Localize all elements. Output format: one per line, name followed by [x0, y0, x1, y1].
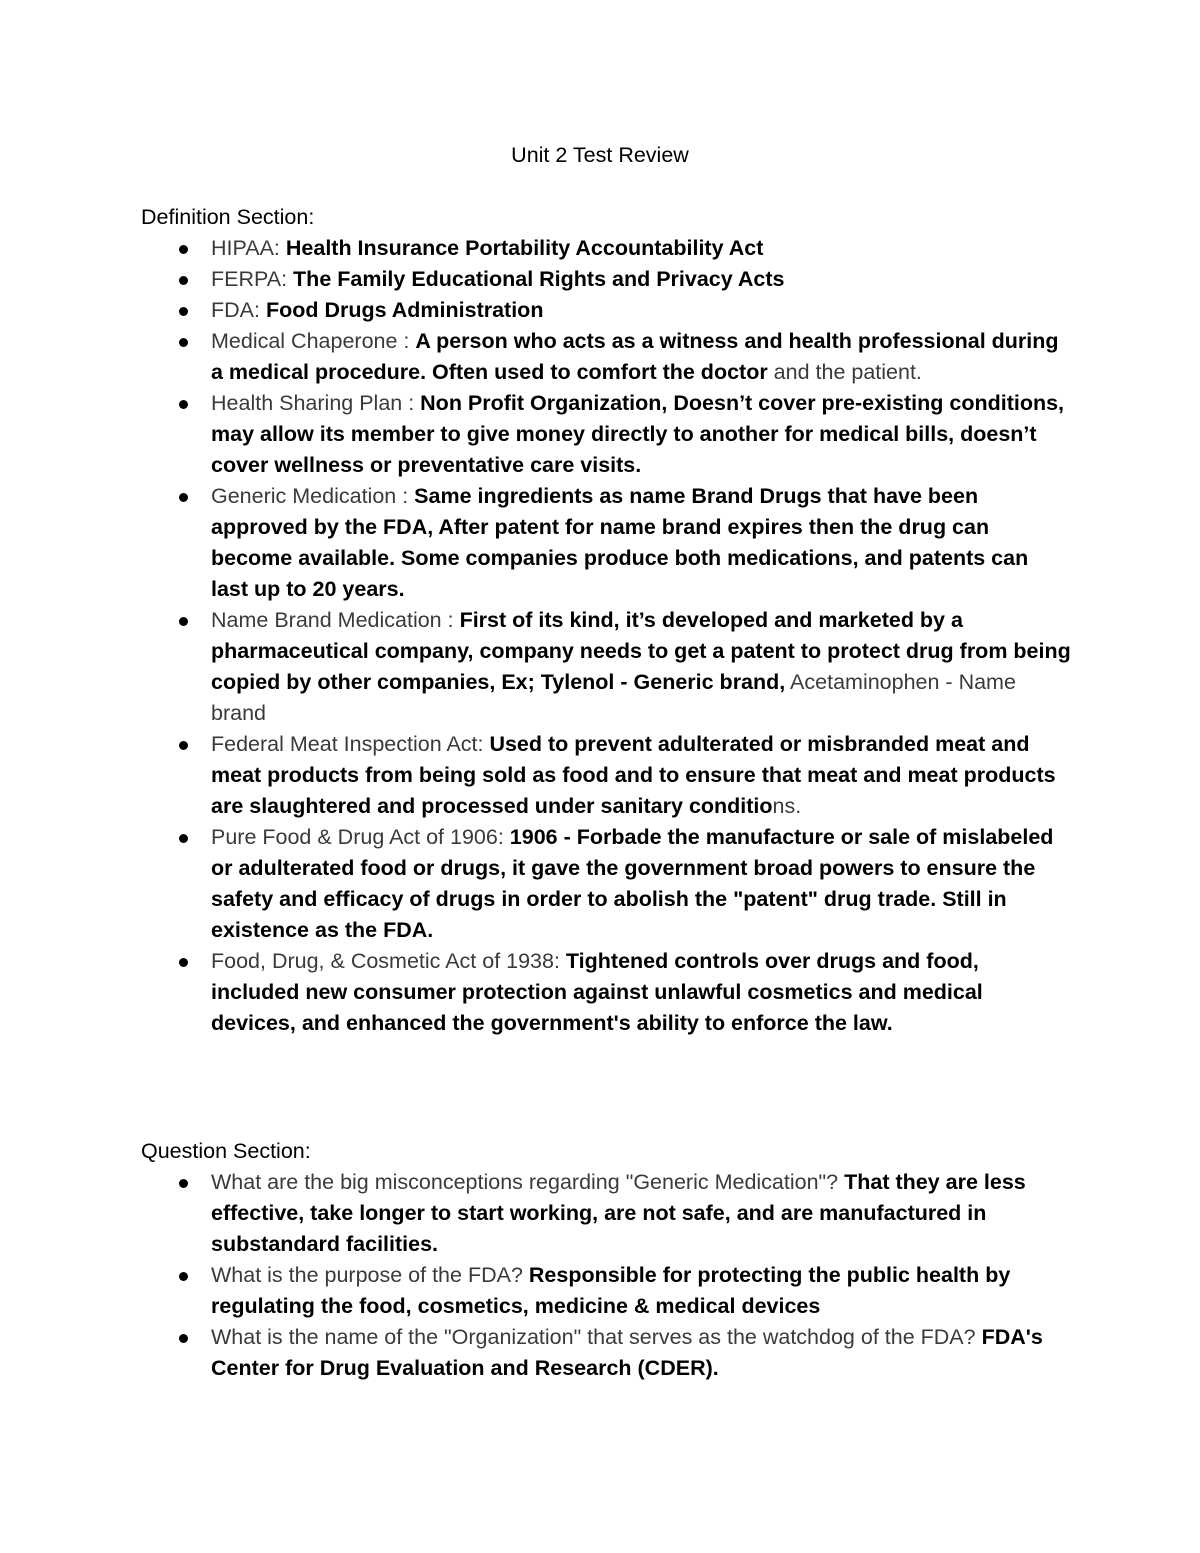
item-answer-text: Responsible for protecting the public health by regulating the food, cosmetics, medicine & medical devices	[211, 1263, 1011, 1318]
item-term-text: Federal Meat Inspection Act:	[211, 732, 490, 756]
bullet-icon	[179, 1334, 188, 1343]
item-term-text: HIPAA:	[211, 236, 286, 260]
item-term-text: ns.	[772, 794, 802, 818]
definition-item	[141, 295, 1071, 326]
item-answer-text: FDA's Center for Drug Evaluation and Research (CDER).	[211, 1325, 1043, 1380]
item-answer-text: First of its kind, it’s developed and marketed by a pharmaceutical company, company needs to get a patent to protect drug from being copied by other companies, Ex; Tylenol - Generic brand,	[211, 608, 1071, 694]
item-answer-text: Non Profit Organization, Doesn’t cover pre-existing conditions, may allow its member to give money directly to another for medical bills, doesn’t cover wellness or preventative care visits.	[211, 391, 1065, 477]
definition-item	[141, 605, 1071, 729]
definition-item	[141, 822, 1071, 946]
question-list	[141, 1167, 1071, 1384]
bullet-icon	[179, 741, 188, 750]
definition-item	[141, 264, 1071, 295]
bullet-icon	[179, 1272, 188, 1281]
definition-list	[141, 233, 1071, 1039]
item-term-text: Name Brand Medication :	[211, 608, 460, 632]
page-title: Unit 2 Test Review	[511, 143, 689, 167]
definition-item	[141, 326, 1071, 388]
definition-item	[141, 388, 1071, 481]
item-term-text: Medical Chaperone :	[211, 329, 416, 353]
item-answer-text: That they are less effective, take longer to start working, are not safe, and are manufactured in substandard facilities.	[211, 1170, 1026, 1256]
bullet-icon	[179, 834, 188, 843]
question-item	[141, 1260, 1071, 1322]
item-term-text: Health Sharing Plan :	[211, 391, 421, 415]
item-answer-text: Food Drugs Administration	[265, 298, 544, 322]
item-term-text: What are the big misconceptions regarding "Generic Medication"?	[211, 1170, 845, 1194]
bullet-icon	[179, 493, 188, 502]
item-term-text: Pure Food & Drug Act of 1906:	[211, 825, 510, 849]
item-answer-text: Tightened controls over drugs and food, included new consumer protection against unlawful cosmetics and medical devices, and enhanced the government's ability to enforce the law.	[211, 949, 983, 1035]
bullet-icon	[179, 617, 188, 626]
item-term-text: Generic Medication :	[211, 484, 415, 508]
bullet-icon	[179, 1179, 188, 1188]
definition-item	[141, 729, 1071, 822]
item-term-text: FERPA:	[211, 267, 294, 291]
question-section-heading: Question Section:	[141, 1139, 311, 1163]
item-term-text: Food, Drug, & Cosmetic Act of 1938:	[211, 949, 566, 973]
item-answer-text: The Family Educational Rights and Privacy Acts	[293, 267, 785, 291]
bullet-icon	[179, 400, 188, 409]
item-term-text: and the patient.	[767, 360, 922, 384]
definition-item	[141, 233, 1071, 264]
item-answer-text: A person who acts as a witness and health professional during a medical procedure. Often used to comfort the doctor	[211, 329, 1059, 384]
bullet-icon	[179, 338, 188, 347]
bullet-icon	[179, 276, 188, 285]
item-term-text: What is the purpose of the FDA?	[211, 1263, 529, 1287]
item-answer-text: 1906 - Forbade the manufacture or sale of mislabeled or adulterated food or drugs, it gave the government broad powers to ensure the safety and efficacy of drugs in order to abolish the "patent" drug trade. Still in existence as the FDA.	[211, 825, 1054, 942]
question-item	[141, 1322, 1071, 1384]
bullet-icon	[179, 307, 188, 316]
item-answer-text: Same ingredients as name Brand Drugs that have been approved by the FDA, After patent for name brand expires then the drug can become available. Some companies produce both medications, and patents can last up to 20 years.	[211, 484, 1029, 601]
bullet-icon	[179, 245, 188, 254]
item-term-text: What is the name of the "Organization" that serves as the watchdog of the FDA?	[211, 1325, 982, 1349]
item-term-text: Acetaminophen - Name brand	[211, 670, 1016, 725]
definition-item	[141, 946, 1071, 1039]
question-item	[141, 1167, 1071, 1260]
item-term-text: FDA:	[211, 298, 266, 322]
definition-item	[141, 481, 1071, 605]
bullet-icon	[179, 958, 188, 967]
item-answer-text: Used to prevent adulterated or misbranded meat and meat products from being sold as food and to ensure that meat and meat products are slaughtered and processed under sanitary conditio	[211, 732, 1056, 818]
item-answer-text: Health Insurance Portability Accountability Act	[285, 236, 764, 260]
definition-section-heading: Definition Section:	[141, 205, 315, 229]
